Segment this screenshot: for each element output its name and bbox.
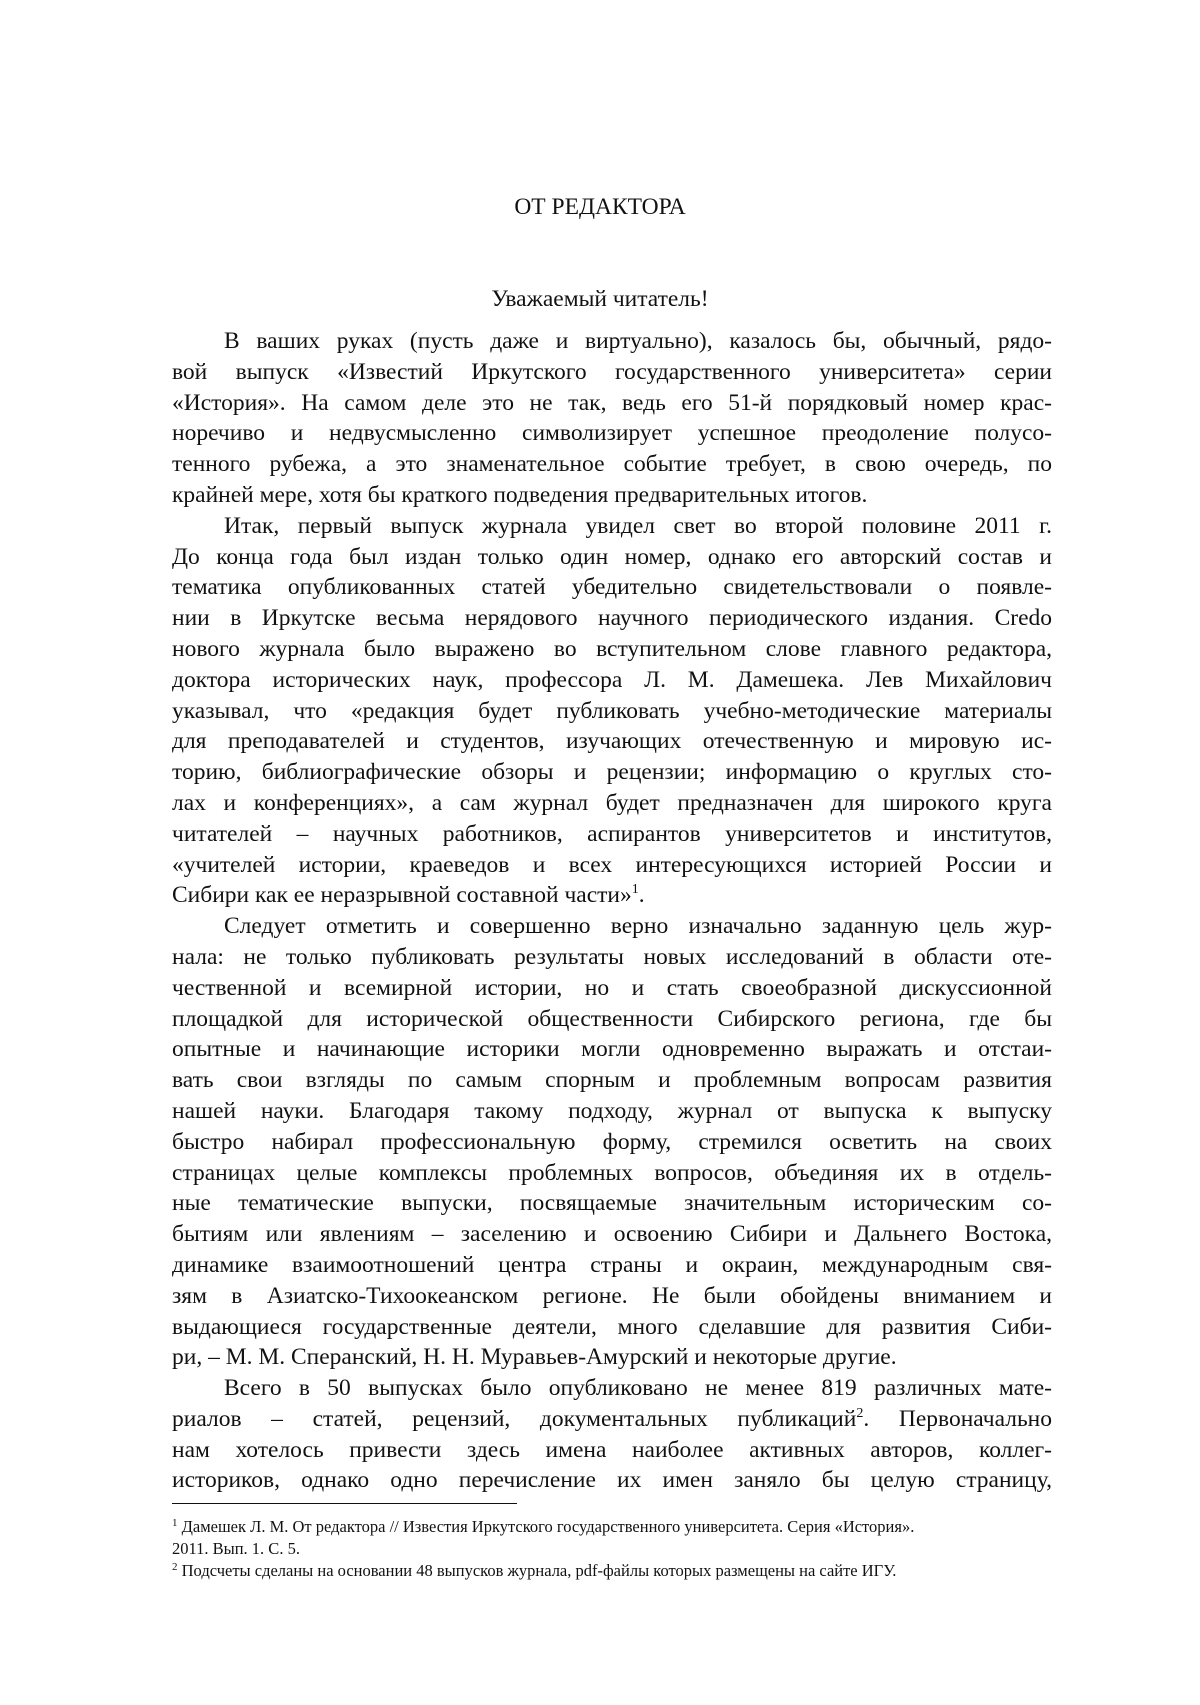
footnote-mark: 2 (172, 1561, 178, 1573)
text-line-with-footnote (172, 880, 1052, 911)
text-line: зям в Азиатско-Тихоокеанском регионе. Не были обойдены вниманием и (172, 1281, 1052, 1312)
footnote-ref-2[interactable]: 2 (856, 1406, 863, 1421)
text-line: ные тематические выпуски, посвящаемые значительным историческим со- (172, 1188, 1052, 1219)
footnote-divider (172, 1503, 517, 1504)
text-line: выдающиеся государственные деятели, много сделавшие для развития Сиби- (172, 1312, 1052, 1343)
document-page (0, 0, 1200, 1705)
text-line: чественной и всемирной истории, но и стать своеобразной дискуссионной (172, 973, 1052, 1004)
text-line: «История». На самом деле это не так, ведь его 51-й порядковый номер крас- (172, 388, 1052, 419)
text-line: лах и конференциях», а сам журнал будет предназначен для широкого круга (172, 788, 1052, 819)
line-tail: . Первоначально (863, 1406, 1052, 1432)
footnote-2 (172, 1560, 1052, 1582)
text-line: Итак, первый выпуск журнала увидел свет во второй половине 2011 г. (172, 511, 1052, 542)
text-line: тематика опубликованных статей убедительно свидетельствовали о появле- (172, 572, 1052, 603)
greeting: Уважаемый читатель! (0, 285, 1200, 313)
text-line: вать свои взгляды по самым спорным и проблемным вопросам развития (172, 1065, 1052, 1096)
text-line: указывал, что «редакция будет публиковать учебно-методические материалы (172, 696, 1052, 727)
text-line: нового журнала было выражено во вступительном слове главного редактора, (172, 634, 1052, 665)
footnote-mark: 1 (172, 1517, 178, 1529)
text-line-with-footnote (172, 1404, 1052, 1435)
text-line: страницах целые комплексы проблемных вопросов, объединяя их в отдель- (172, 1158, 1052, 1189)
text-line: бытиям или явлениям – заселению и освоению Сибири и Дальнего Востока, (172, 1219, 1052, 1250)
article-body (172, 326, 1052, 1496)
text-line: опытные и начинающие историки могли одновременно выражать и отстаи- (172, 1034, 1052, 1065)
footnotes (172, 1516, 1052, 1582)
text-line: нашей науки. Благодаря такому подходу, журнал от выпуска к выпуску (172, 1096, 1052, 1127)
footnote-text: Подсчеты сделаны на основании 48 выпусков журнала, pdf-файлы которых размещены на сайте ИГУ. (182, 1561, 897, 1580)
text-line: вой выпуск «Известий Иркутского государственного университета» серии (172, 357, 1052, 388)
text-line: быстро набирал профессиональную форму, стремился осветить на своих (172, 1127, 1052, 1158)
footnote-text: Дамешек Л. М. От редактора // Известия Иркутского государственного университета. Серия «История». (182, 1517, 915, 1536)
text-line: Следует отметить и совершенно верно изначально заданную цель жур- (172, 911, 1052, 942)
text-line: норечиво и недвусмысленно символизирует успешное преодоление полусо- (172, 418, 1052, 449)
line-text: риалов – статей, рецензий, документальных публикаций (172, 1406, 856, 1432)
text-line: В ваших руках (пусть даже и виртуально), казалось бы, обычный, рядо- (172, 326, 1052, 357)
text-line: нала: не только публиковать результаты новых исследований в области оте- (172, 942, 1052, 973)
text-line: историков, однако одно перечисление их имен заняло бы целую страницу, (172, 1465, 1052, 1496)
text-line: читателей – научных работников, аспирантов университетов и институтов, (172, 819, 1052, 850)
text-line: «учителей истории, краеведов и всех интересующихся историей России и (172, 850, 1052, 881)
text-line: нии в Иркутске весьма нерядового научного периодического издания. Credo (172, 603, 1052, 634)
text-line: доктора исторических наук, профессора Л. М. Дамешека. Лев Михайлович (172, 665, 1052, 696)
text-line: торию, библиографические обзоры и рецензии; информацию о круглых сто- (172, 757, 1052, 788)
text-line: тенного рубежа, а это знаменательное событие требует, в свою очередь, по (172, 449, 1052, 480)
text-line: для преподавателей и студентов, изучающих отечественную и мировую ис- (172, 726, 1052, 757)
footnote-ref-1[interactable]: 1 (632, 882, 639, 897)
text-line: До конца года был издан только один номер, однако его авторский состав и (172, 542, 1052, 573)
text-line: динамике взаимоотношений центра страны и окраин, международным свя- (172, 1250, 1052, 1281)
text-line: Всего в 50 выпусках было опубликовано не менее 819 различных мате- (172, 1373, 1052, 1404)
text-line: ри, – М. М. Сперанский, Н. Н. Муравьев-Амурский и некоторые другие. (172, 1342, 1052, 1373)
text-line: нам хотелось привести здесь имена наиболее активных авторов, коллег- (172, 1435, 1052, 1466)
footnote-1 (172, 1516, 1052, 1538)
line-text: Сибири как ее неразрывной составной части» (172, 882, 632, 908)
text-line: крайней мере, хотя бы краткого подведения предварительных итогов. (172, 480, 1052, 511)
footnote-1-continuation: 2011. Вып. 1. С. 5. (172, 1538, 1052, 1560)
line-tail: . (639, 882, 645, 908)
text-line: площадкой для исторической общественности Сибирского региона, где бы (172, 1004, 1052, 1035)
page-title: ОТ РЕДАКТОРА (0, 193, 1200, 221)
